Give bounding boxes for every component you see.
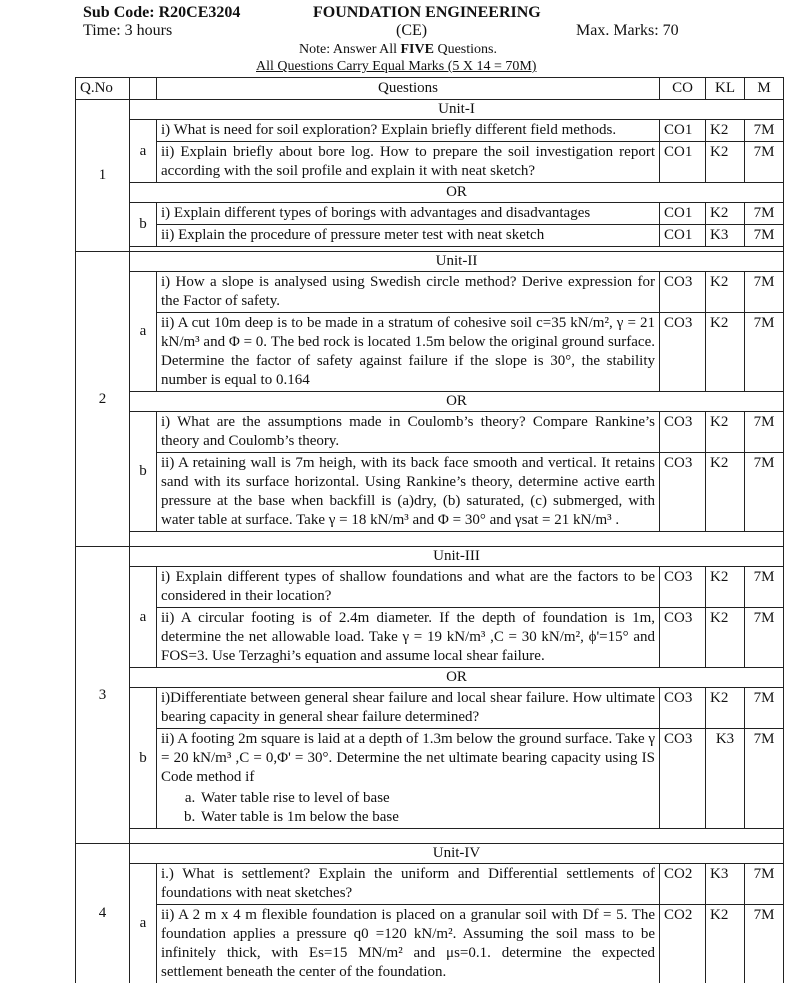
table-header-row [76,78,784,100]
kl-cell: K2 [706,313,745,392]
co-cell: CO3 [660,567,706,608]
marks-cell: 7M [745,412,784,453]
subject-title: FOUNDATION ENGINEERING [313,4,541,21]
question-text: ii) A circular footing is of 2.4m diameter. If the depth of foundation is 1m, determine the net allowable load. Take γ = 19 kN/m³ ,C = 30 kN/m², ϕ'=15° and FOS=3. Use Terzaghi’s equation and assume local shear failure. [157,608,660,668]
co-cell: CO2 [660,905,706,983]
kl-cell: K2 [706,142,745,183]
sub-label: a [130,864,157,983]
unit-heading: Unit-I [130,100,784,120]
sub-label: b [130,412,157,532]
unit-heading: Unit-IV [130,844,784,864]
spacer [130,829,784,844]
spacer [130,532,784,547]
question-text: ii) A 2 m x 4 m flexible foundation is placed on a granular soil with Df = 5. The foundation applies a pressure q0 =120 kN/m². Assuming the soil mass to be infinitely thick, with Es=15 MN/m² and μs=0.1. determine the expected settlement beneath the center of the foundation. [157,905,660,983]
question-stem: ii) A footing 2m square is laid at a depth of 1.3m below the ground surface. Take γ = 20 kN/m³ ,C = 0,Φ' = 30°. Determine the net ultimate bearing capacity using IS Code method if [161,731,655,785]
kl-cell: K2 [706,567,745,608]
unit-heading: Unit-II [130,252,784,272]
sub-label: b [130,203,157,247]
kl-cell: K2 [706,688,745,729]
kl-cell: K3 [706,864,745,905]
answer-note: Note: Answer All FIVE Questions. [299,42,497,57]
unit-heading: Unit-III [130,547,784,567]
question-text: i)Differentiate between general shear failure and local shear failure. How ultimate bearing capacity in general shear failure determined? [157,688,660,729]
marks-cell: 7M [745,453,784,532]
marks-cell: 7M [745,272,784,313]
question-text: i) What are the assumptions made in Coulomb’s theory? Compare Rankine’s theory and Coulomb’s theory. [157,412,660,453]
sub-label: a [130,120,157,183]
co-cell: CO3 [660,272,706,313]
question-text: ii) Explain briefly about bore log. How to prepare the soil investigation report according with the soil profile and explain it with neat sketch? [157,142,660,183]
kl-cell: K2 [706,272,745,313]
marks-cell: 7M [745,608,784,668]
co-cell: CO1 [660,120,706,142]
option-item: b. Water table is 1m below the base [199,808,655,827]
sub-label: a [130,272,157,392]
kl-cell: K2 [706,608,745,668]
co-cell: CO1 [660,225,706,247]
marks-cell: 7M [745,225,784,247]
col-kl: KL [706,78,745,100]
question-text [157,729,660,829]
marks-cell: 7M [745,120,784,142]
question-text: i) How a slope is analysed using Swedish circle method? Derive expression for the Factor of safety. [157,272,660,313]
option-item: a. Water table rise to level of base [199,789,655,808]
q-number: 2 [76,252,130,547]
marks-cell: 7M [745,729,784,829]
co-cell: CO3 [660,453,706,532]
or-divider: OR [130,392,784,412]
question-text: i) Explain different types of shallow foundations and what are the factors to be considered in their location? [157,567,660,608]
marks-cell: 7M [745,864,784,905]
q-number: 1 [76,100,130,252]
kl-cell: K2 [706,120,745,142]
kl-cell: K2 [706,453,745,532]
marks-cell: 7M [745,313,784,392]
question-table [75,77,784,983]
q-number: 4 [76,844,130,983]
q-number: 3 [76,547,130,844]
sub-label: a [130,567,157,668]
kl-cell: K3 [706,729,745,829]
sub-label: b [130,688,157,829]
marks-cell: 7M [745,688,784,729]
col-co: CO [660,78,706,100]
col-questions: Questions [157,78,660,100]
marks-note: All Questions Carry Equal Marks (5 X 14 = 70M) [256,59,537,74]
kl-cell: K3 [706,225,745,247]
question-text: ii) A cut 10m deep is to be made in a stratum of cohesive soil c=35 kN/m², γ = 21 kN/m³ and Φ = 0. The bed rock is located 1.5m below the original ground surface. Determine the factor of safety against failure if the slope is 30°, the stability number is equal to 0.164 [157,313,660,392]
co-cell: CO3 [660,412,706,453]
question-text: ii) A retaining wall is 7m heigh, with its back face smooth and vertical. It retains sand with its surface horizontal. Using Rankine’s theory, determine active earth pressure at the base when backfill is (a)dry, (b) saturated, (c) submerged, with water table at surface. Take γ = 18 kN/m³ and Φ = 30° and γsat = 21 kN/m³ . [157,453,660,532]
question-text: i.) What is settlement? Explain the uniform and Differential settlements of foundations with neat sketches? [157,864,660,905]
question-text: i) What is need for soil exploration? Explain briefly different field methods. [157,120,660,142]
or-divider: OR [130,183,784,203]
co-cell: CO2 [660,864,706,905]
col-qno: Q.No [76,78,130,100]
kl-cell: K2 [706,203,745,225]
co-cell: CO1 [660,142,706,183]
kl-cell: K2 [706,412,745,453]
branch: (CE) [396,22,428,39]
co-cell: CO3 [660,313,706,392]
co-cell: CO3 [660,608,706,668]
sub-code: Sub Code: R20CE3204 [83,4,241,21]
exam-time: Time: 3 hours [83,22,173,39]
marks-cell: 7M [745,203,784,225]
or-divider: OR [130,668,784,688]
question-text: ii) Explain the procedure of pressure meter test with neat sketch [157,225,660,247]
col-sub [130,78,157,100]
marks-cell: 7M [745,567,784,608]
co-cell: CO1 [660,203,706,225]
marks-cell: 7M [745,905,784,983]
marks-cell: 7M [745,142,784,183]
kl-cell: K2 [706,905,745,983]
co-cell: CO3 [660,688,706,729]
co-cell: CO3 [660,729,706,829]
col-m: M [745,78,784,100]
max-marks: Max. Marks: 70 [576,22,679,39]
question-text: i) Explain different types of borings with advantages and disadvantages [157,203,660,225]
option-list [177,789,655,827]
